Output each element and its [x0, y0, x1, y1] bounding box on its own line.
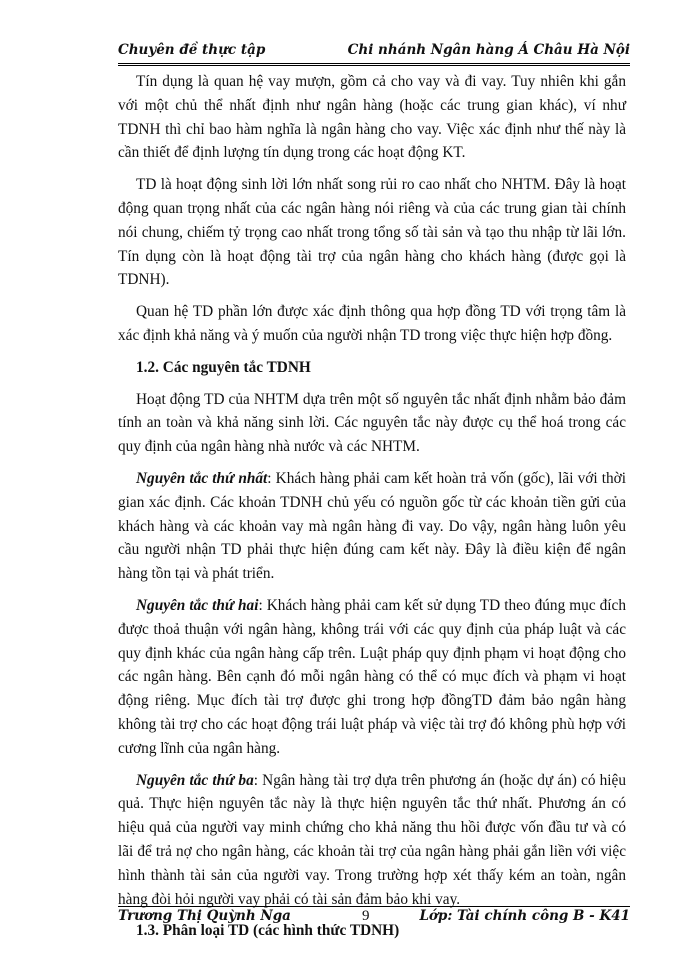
page-header: [118, 40, 630, 62]
paragraph-principle-2: [118, 594, 626, 761]
section-heading-1-3: 1.3. Phân loại TD (các hình thức TDNH): [136, 922, 400, 940]
principle-2-label: Nguyên tắc thứ hai: [136, 596, 259, 614]
principle-2-text: : Khách hàng phải cam kết sử dụng TD theo đúng mục đích được thoả thuận với ngân hàng, không trái với các quy định của pháp luật và các quy định khác của ngân hàng cấp trên. Luật pháp quy định phạm vi hoạt động cho các ngân hàng. Bên cạnh đó mỗi ngân hàng có thể có mục đích và phạm vi hoạt động riêng. Mục đích tài trợ được ghi trong hợp đồngTD đảm bảo ngân hàng không tài trợ cho các hoạt động trái luật pháp và việc tài trợ đó không phù hợp với cương lĩnh của ngân hàng.: [118, 596, 626, 757]
footer-author: Trương Thị Quỳnh Nga: [118, 908, 291, 924]
footer-divider: [118, 906, 630, 907]
principle-3-label: Nguyên tắc thứ ba: [136, 771, 254, 789]
paragraph-principle-1: [118, 467, 626, 586]
principle-1-text: : Khách hàng phải cam kết hoàn trả vốn (gốc), lãi với thời gian xác định. Các khoản TDNH chủ yếu có nguồn gốc từ các khoản tiền gửi của khách hàng và các khoản vay mà ngân hàng đi vay. Do vậy, ngân hàng luôn yêu cầu người nhận TD phải thực hiện đúng cam kết này. Đây là điều kiện để ngân hàng tồn tại và phát triển.: [118, 469, 626, 583]
paragraph-principle-3: [118, 769, 626, 912]
header-title-left: Chuyên đề thực tập: [118, 42, 266, 58]
page-number: 9: [362, 908, 370, 924]
principle-1-label: Nguyên tắc thứ nhất: [136, 469, 268, 487]
paragraph-credit-profit: TD là hoạt động sinh lời lớn nhất song rủi ro cao nhất cho NHTM. Đây là hoạt động quan trọng nhất của các ngân hàng nói riêng và của các trung gian tài chính nói chung, chiếm tỷ trọng cao nhất trong tổng số tài sản và tạo thu nhập từ lãi lớn. Tín dụng còn là hoạt động tài trợ của ngân hàng cho khách hàng (được gọi là TDNH).: [118, 176, 626, 289]
page-footer: [118, 908, 630, 930]
paragraph-principles-intro: Hoạt động TD của NHTM dựa trên một số nguyên tắc nhất định nhằm bảo đảm tính an toàn và khả năng sinh lời. Các nguyên tắc này được cụ thể hoá trong các quy định của ngân hàng nhà nước và các NHTM.: [118, 390, 626, 456]
document-body: [118, 70, 626, 951]
section-heading-1-2: 1.2. Các nguyên tắc TDNH: [136, 358, 311, 376]
principle-3-text: : Ngân hàng tài trợ dựa trên phương án (hoặc dự án) có hiệu quả. Thực hiện nguyên tắc này là thực hiện nguyên tắc thứ nhất. Phương án có hiệu quả của người vay minh chứng cho khả năng thu hồi được vốn đầu tư và có lãi để trả nợ cho ngân hàng, các khoản tài trợ của ngân hàng phải gắn liền với việc hình thành tài sản của người vay. Trong trường hợp xét thấy kém an toàn, ngân hàng đòi hỏi người vay phải có tài sản đảm bảo khi vay.: [118, 771, 626, 908]
paragraph-credit-contract: Quan hệ TD phần lớn được xác định thông qua hợp đồng TD với trọng tâm là xác định khả năng và ý muốn của người nhận TD trong việc thực hiện hợp đồng.: [118, 303, 626, 344]
footer-class: Lớp: Tài chính công B - K41: [419, 908, 630, 924]
paragraph-credit-definition: Tín dụng là quan hệ vay mượn, gồm cả cho vay và đi vay. Tuy nhiên khi gắn với một chủ thể nhất định như ngân hàng (hoặc các trung gian khác), ví như TDNH thì chỉ bao hàm nghĩa là ngân hàng cho vay. Việc xác định như thế này là cần thiết để định lượng tín dụng trong các hoạt động KT.: [118, 73, 626, 162]
header-title-right: Chi nhánh Ngân hàng Á Châu Hà Nội: [347, 42, 630, 58]
header-divider: [118, 63, 630, 66]
